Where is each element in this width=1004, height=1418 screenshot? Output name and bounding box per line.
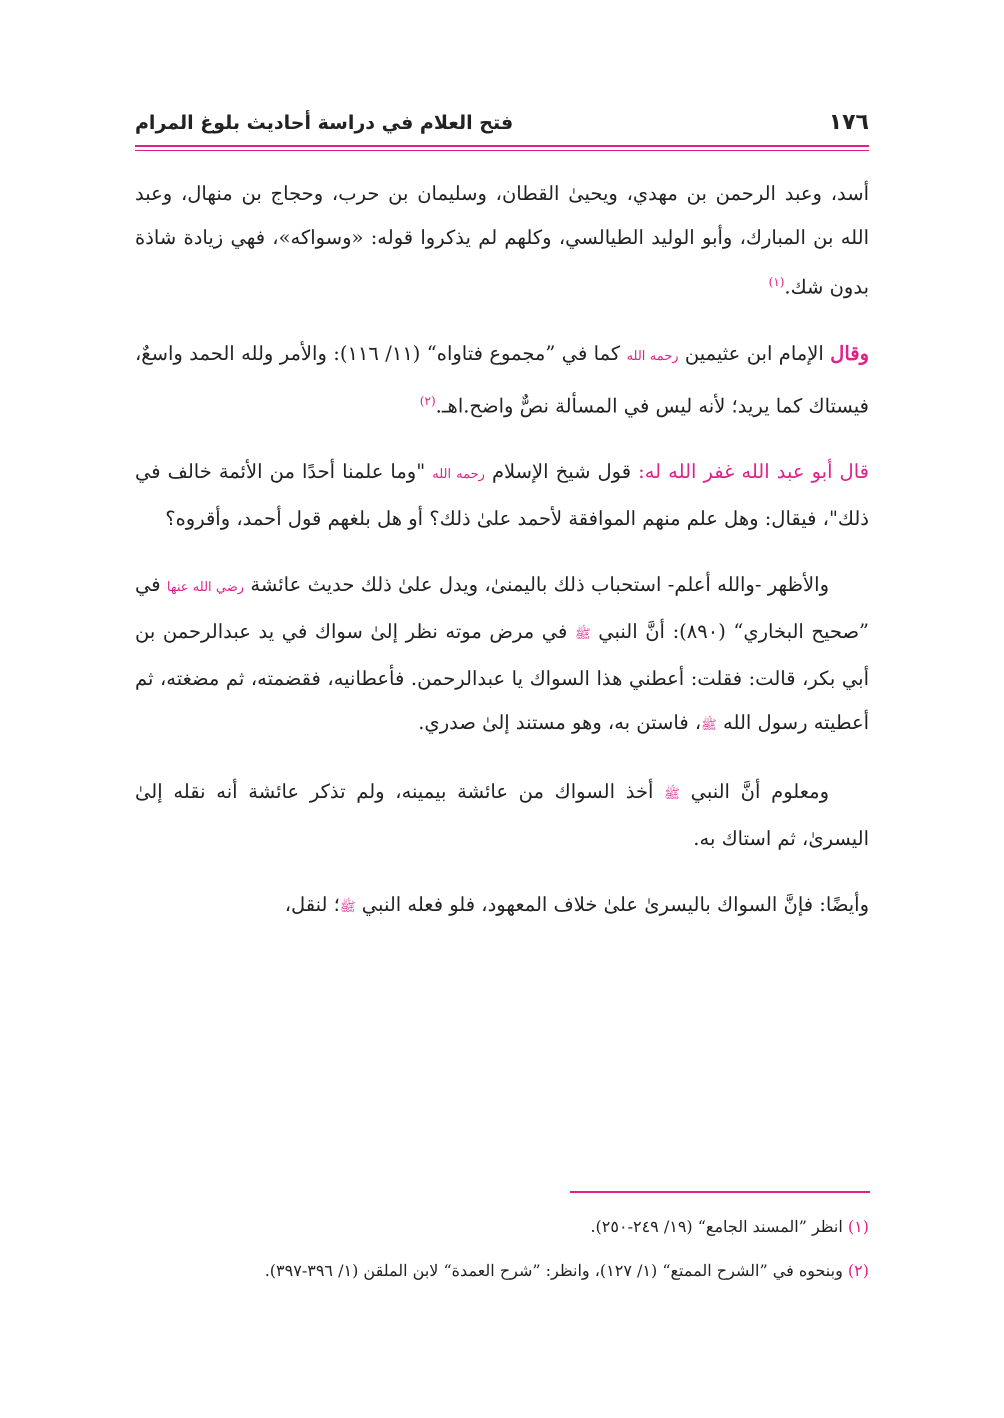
honorific-rahimahullah: رحمه الله bbox=[626, 348, 679, 364]
paragraph-3 bbox=[135, 450, 869, 541]
footnote-1-text: انظر ”المسند الجامع“ (١٩/ ٢٤٩-٢٥٠). bbox=[590, 1217, 843, 1236]
paragraph-6 bbox=[135, 883, 869, 930]
honorific-salawat: ﷺ bbox=[701, 718, 717, 733]
honorific-rahimahullah: رحمه الله bbox=[432, 467, 485, 482]
footnote-1-number: (١) bbox=[847, 1217, 869, 1236]
footnote-ref-2: (٢) bbox=[419, 393, 436, 408]
paragraph-4-text-c: في مرض موته نظر إلىٰ سواك في يد عبدالرحمن بن أبي بكر، قالت: فقلت: أعطني هذا السواك يا عبدالرحمن. فأعطانيه، فقضمته، ثم مضغته، ثم أعطيته رسول الله bbox=[135, 620, 869, 734]
footnote-2 bbox=[135, 1259, 869, 1283]
paragraph-2-text-b: كما في ”مجموع فتاواه“ (١١/ ١١٦): والأمر ولله الحمد واسعٌ، فيستاك كما يريد؛ لأنه ليس في المسألة نصٌّ واضح.اهـ. bbox=[135, 341, 869, 417]
paragraph-4-text-b: في ”صحيح البخاري“ (٨٩٠): أنَّ النبي bbox=[135, 573, 869, 643]
book-title: فتح العلام في دراسة أحاديث بلوغ المرام bbox=[135, 112, 514, 134]
footnote-2-text: وبنحوه في ”الشرح الممتع“ (١/ ١٢٧)، وانظر: ”شرح العمدة“ لابن الملقن (١/ ٣٩٦-٣٩٧). bbox=[264, 1261, 843, 1280]
paragraph-1-text: أسد، وعبد الرحمن بن مهدي، ويحيىٰ القطان، وسليمان بن حرب، وحجاج بن منهال، وعبد الله بن المبارك، وأبو الوليد الطيالسي، وكلهم لم يذكروا قوله: «وسواكه»، فهي زيادة شاذة بدون شك. bbox=[135, 182, 869, 299]
header-rule-thick bbox=[135, 145, 869, 147]
footnote-ref-1: (١) bbox=[768, 275, 785, 289]
main-text bbox=[135, 172, 869, 952]
paragraph-5-text-a: ومعلوم أنَّ النبي bbox=[679, 780, 829, 803]
honorific-salawat: ﷺ bbox=[574, 627, 591, 642]
page-number: ١٧٦ bbox=[828, 110, 869, 135]
paragraph-4 bbox=[135, 563, 869, 748]
paragraph-2 bbox=[135, 332, 869, 429]
footnotes bbox=[135, 1215, 869, 1303]
paragraph-6-text-a: وأيضًا: فإنَّ السواك باليسرىٰ علىٰ خلاف المعهود، فلو فعله النبي bbox=[355, 893, 869, 916]
header-rule-thin bbox=[135, 150, 869, 151]
author-attribution: قال أبو عبد الله غفر الله له: bbox=[638, 460, 869, 483]
paragraph-3-text-a: قول شيخ الإسلام bbox=[484, 460, 639, 483]
paragraph-6-text-b: ؛ لنقل، bbox=[284, 893, 340, 916]
honorific-radiyallahu-anha: رضي الله عنها bbox=[166, 580, 245, 595]
paragraph-5 bbox=[135, 770, 869, 861]
paragraph-1 bbox=[135, 172, 869, 310]
footnote-2-number: (٢) bbox=[847, 1261, 869, 1280]
paragraph-2-text-a: الإمام ابن عثيمين bbox=[678, 341, 831, 365]
paragraph-4-text-a: والأظهر -والله أعلم- استحباب ذلك باليمنىٰ، ويدل علىٰ ذلك حديث عائشة bbox=[244, 573, 829, 596]
paragraph-4-text-d: ، فاستن به، وهو مستند إلىٰ صدري. bbox=[418, 711, 702, 734]
paragraph-2-lead: وقال bbox=[830, 341, 870, 365]
footnote-separator bbox=[570, 1191, 870, 1193]
footnote-1 bbox=[135, 1215, 869, 1239]
honorific-salawat: ﷺ bbox=[664, 787, 680, 802]
paragraph-5-text-b: أخذ السواك من عائشة بيمينه، ولم تذكر عائشة أنه نقله إلىٰ اليسرىٰ، ثم استاك به. bbox=[135, 780, 869, 850]
running-header bbox=[135, 110, 869, 140]
paragraph-3-text-b: "وما علمنا أحدًا من الأئمة خالف في ذلك"، فيقال: وهل علم منهم الموافقة لأحمد علىٰ ذلك؟ أو هل بلغهم قول أحمد، وأقروه؟ bbox=[135, 460, 869, 530]
honorific-salawat: ﷺ bbox=[339, 900, 356, 915]
